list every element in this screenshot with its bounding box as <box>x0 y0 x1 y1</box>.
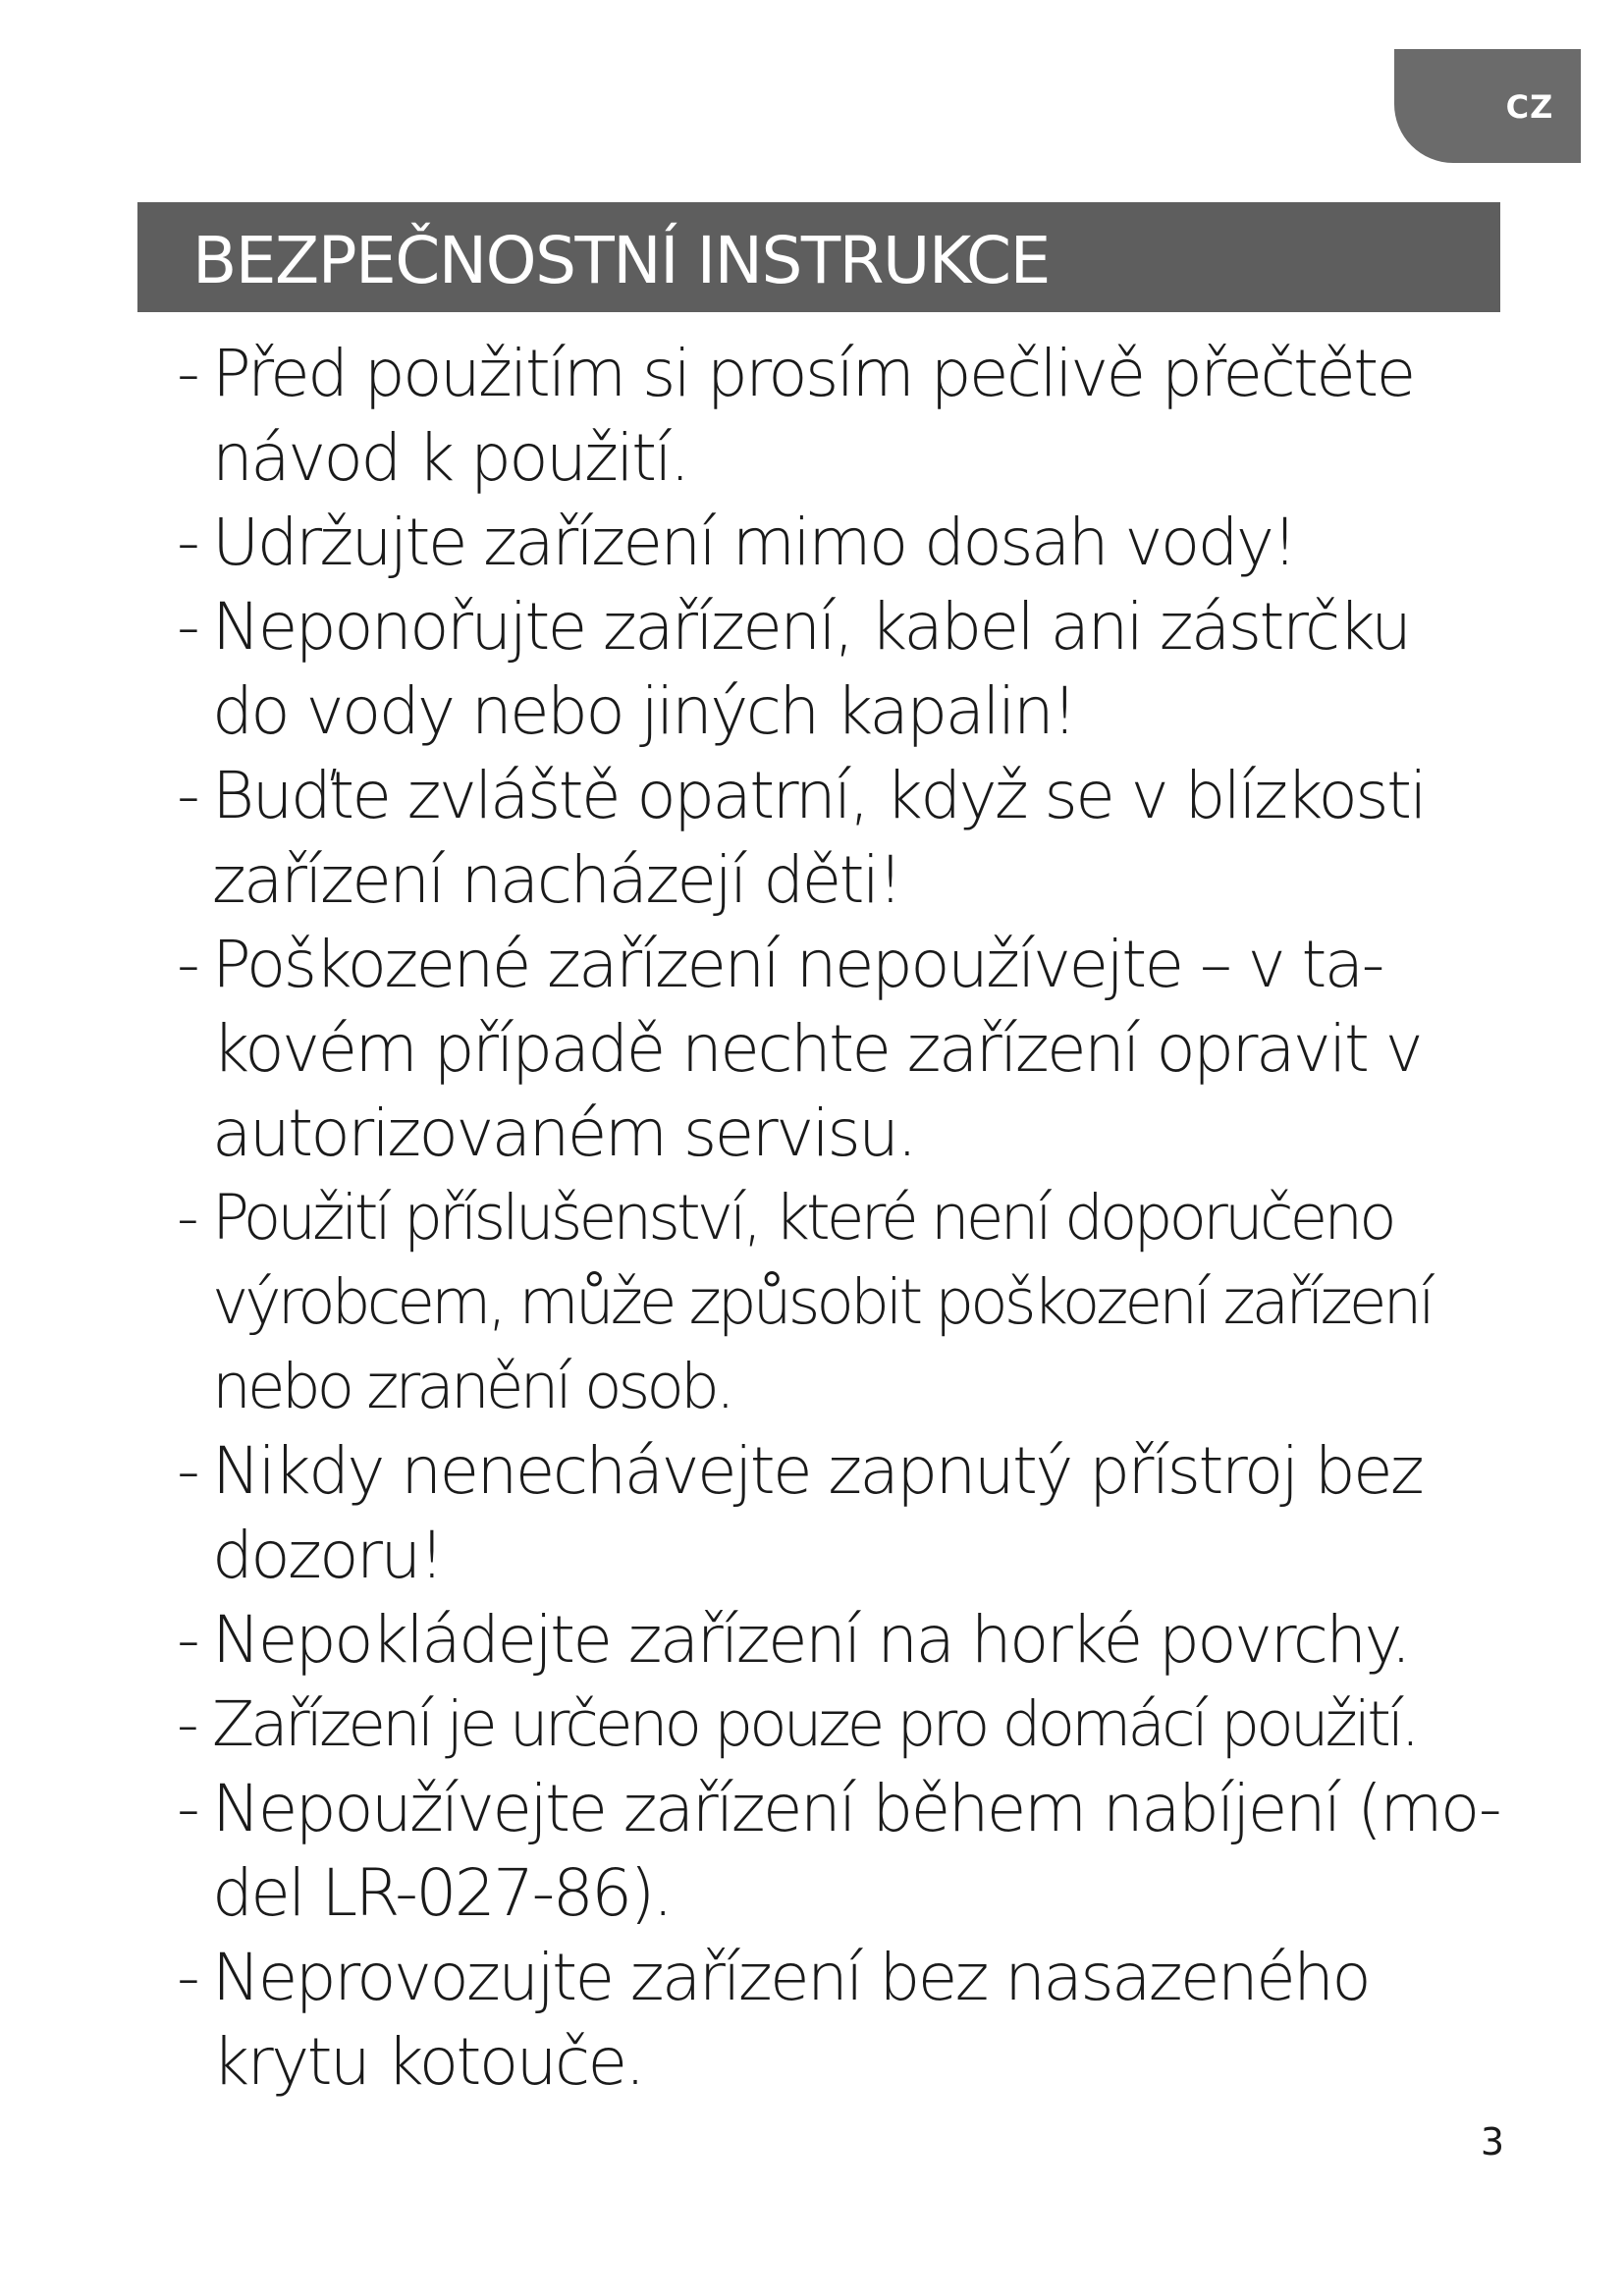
instruction-dash: - <box>177 1940 198 2015</box>
instruction-text: Nepokládejte zařízení na horké povrchy. <box>212 1602 1409 1678</box>
instruction-dash: - <box>177 758 198 833</box>
instruction-item <box>177 923 1551 1176</box>
instruction-text: Zařízení je určeno pouze pro domácí použití. <box>212 1688 1417 1760</box>
instruction-text: Neprovozujte zařízení bez nasazeného krytu kotouče. <box>212 1940 1370 2100</box>
instruction-item <box>177 332 1551 501</box>
instruction-item <box>177 1598 1551 1682</box>
page-number: 3 <box>1480 2120 1505 2163</box>
instruction-item <box>177 585 1551 754</box>
instruction-text: Poškozené zařízení nepoužívejte – v ta- kovém případě nechte zařízení opravit v autorizovaném servisu. <box>212 927 1422 1171</box>
instruction-dash: - <box>177 336 198 411</box>
instruction-dash: - <box>177 1602 198 1678</box>
instruction-item <box>177 1767 1551 1936</box>
instruction-item <box>177 1936 1551 2105</box>
instruction-dash: - <box>177 589 198 665</box>
instruction-item <box>177 1682 1551 1767</box>
instruction-dash: - <box>177 1433 198 1509</box>
instruction-text: Před použitím si prosím pečlivě přečtěte návod k použití. <box>212 336 1414 496</box>
language-tab <box>1394 49 1581 163</box>
safety-instructions-list <box>177 332 1551 2105</box>
instruction-item <box>177 754 1551 923</box>
instruction-text: Udržujte zařízení mimo dosah vody! <box>212 505 1296 580</box>
instruction-item <box>177 501 1551 585</box>
instruction-text: Neponořujte zařízení, kabel ani zástrčku do vody nebo jiných kapalin! <box>212 589 1410 749</box>
instruction-text: Použití příslušenství, které není doporučeno výrobcem, může způsobit poškození zařízení nebo zranění osob. <box>212 1182 1432 1422</box>
instruction-dash: - <box>177 1771 198 1846</box>
instruction-dash: - <box>177 1688 195 1760</box>
instruction-dash: - <box>177 927 198 1002</box>
language-label: CZ <box>1505 88 1554 126</box>
instruction-dash: - <box>177 1182 195 1254</box>
instruction-item <box>177 1429 1551 1598</box>
instruction-item <box>177 1176 1551 1429</box>
instruction-text: Nikdy nenechávejte zapnutý přístroj bez dozoru! <box>212 1433 1423 1593</box>
section-title: BEZPEČNOSTNÍ INSTRUKCE <box>192 223 1050 298</box>
instruction-text: Buďte zvláště opatrní, když se v blízkosti zařízení nacházejí děti! <box>212 758 1426 918</box>
instruction-dash: - <box>177 505 198 580</box>
section-title-bar <box>137 202 1500 312</box>
instruction-text: Nepoužívejte zařízení během nabíjení (mo- del LR-027-86). <box>212 1771 1500 1931</box>
